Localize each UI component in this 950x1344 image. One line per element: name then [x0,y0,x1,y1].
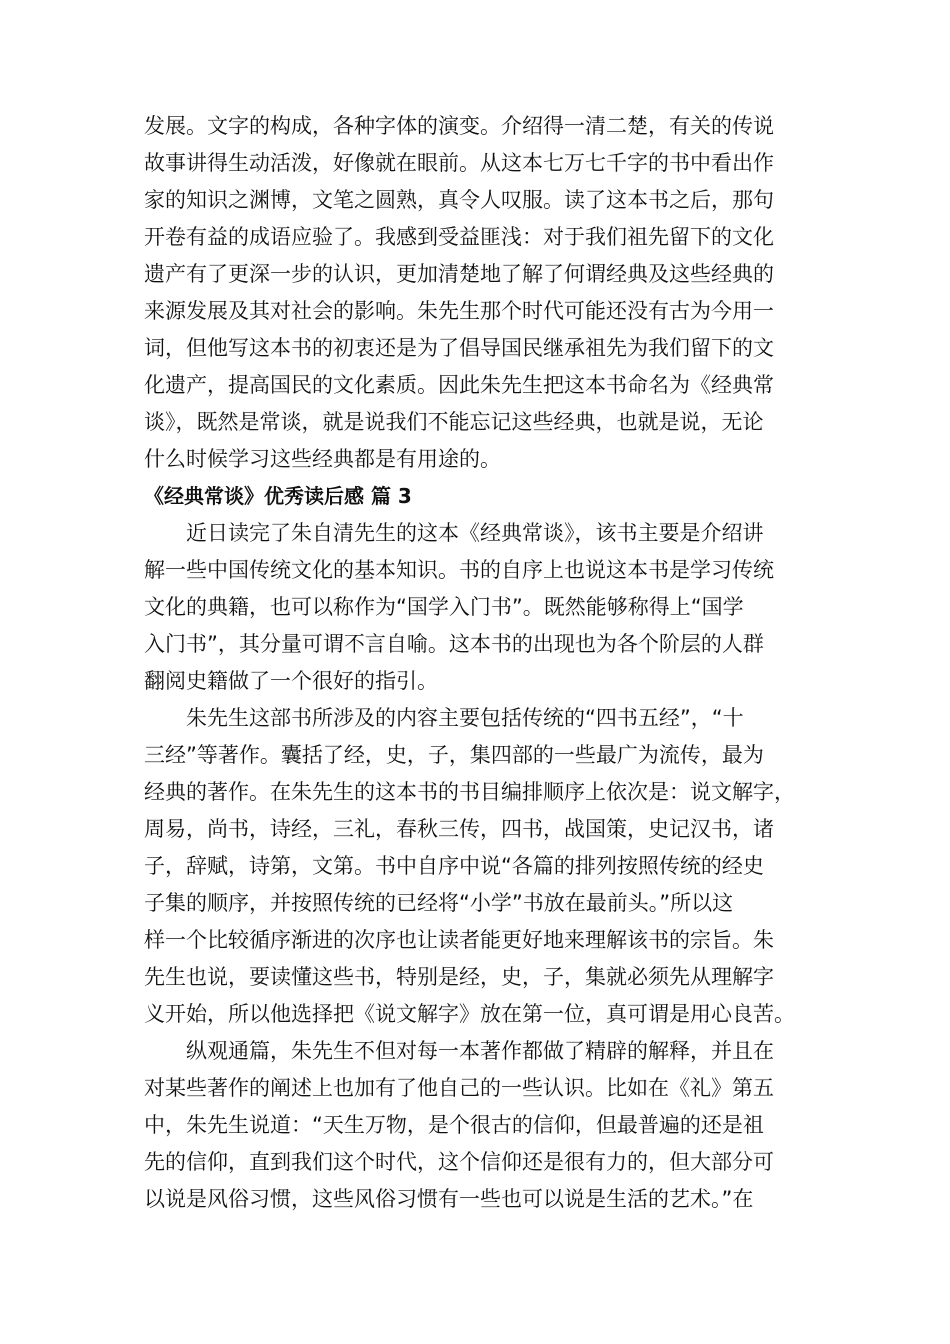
text-line: 入门书”，其分量可谓不言自喻。这本书的出现也为各个阶层的人群 [144,632,764,656]
text-line: 纵观通篇，朱先生不但对每一本著作都做了精辟的解释，并且在 [186,1039,774,1063]
text-line: 发展。文字的构成，各种字体的演变。介绍得一清二楚，有关的传说 [144,114,774,138]
text-line: 以说是风俗习惯，这些风俗习惯有一些也可以说是生活的艺术。”在 [144,1187,754,1211]
text-line: 词，但他写这本书的初衷还是为了倡导国民继承祖先为我们留下的文 [144,336,774,360]
text-line: 中，朱先生说道：“天生万物，是个很古的信仰，但最普遍的还是祖 [144,1113,764,1137]
paragraph-3 [144,1033,808,1218]
text-line: 谈》，既然是常谈，就是说我们不能忘记这些经典，也就是说，无论 [144,410,764,434]
document-page [144,108,808,1218]
text-line: 样一个比较循序渐进的次序也让读者能更好地来理解该书的宗旨。朱 [144,928,774,952]
text-line: 家的知识之渊博，文笔之圆熟，真令人叹服。读了这本书之后，那句 [144,188,774,212]
text-line: 三经”等著作。囊括了经，史，子，集四部的一些最广为流传，最为 [144,743,764,767]
paragraph-1 [144,515,808,700]
text-line: 子，辞赋，诗第，文第。书中自序中说“各篇的排列按照传统的经史 [144,854,764,878]
text-line: 子集的顺序，并按照传统的已经将“小学”书放在最前头。”所以这 [144,891,734,915]
text-line: 文化的典籍，也可以称作为“国学入门书”。既然能够称得上“国学 [144,595,744,619]
text-line: 解一些中国传统文化的基本知识。书的自序上也说这本书是学习传统 [144,558,774,582]
text-line: 先生也说，要读懂这些书，特别是经，史，子，集就必须先从理解字 [144,965,774,989]
text-line: 对某些著作的阐述上也加有了他自己的一些认识。比如在《礼》第五 [144,1076,774,1100]
section-heading: 《经典常谈》优秀读后感 篇 3 [144,484,412,508]
text-line: 什么时候学习这些经典都是有用途的。 [144,447,501,471]
text-line: 周易，尚书，诗经，三礼，春秋三传，四书，战国策，史记汉书，诸 [144,817,774,841]
text-line: 开卷有益的成语应验了。我感到受益匪浅：对于我们祖先留下的文化 [144,225,774,249]
text-line: 朱先生这部书所涉及的内容主要包括传统的“四书五经”，“十 [186,706,744,730]
text-line: 义开始，所以他选择把《说文解字》放在第一位，真可谓是用心良苦。 [144,1002,795,1026]
text-line: 近日读完了朱自清先生的这本《经典常谈》，该书主要是介绍讲 [186,521,764,545]
text-line: 化遗产，提高国民的文化素质。因此朱先生把这本书命名为《经典常 [144,373,774,397]
text-line: 先的信仰，直到我们这个时代，这个信仰还是很有力的，但大部分可 [144,1150,774,1174]
paragraph-2 [144,700,808,1033]
text-line: 故事讲得生动活泼，好像就在眼前。从这本七万七千字的书中看出作 [144,151,774,175]
paragraph-intro [144,108,808,478]
text-line: 经典的著作。在朱先生的这本书的书目编排顺序上依次是：说文解字， [144,780,795,804]
text-line: 遗产有了更深一步的认识，更加清楚地了解了何谓经典及这些经典的 [144,262,774,286]
text-line: 翻阅史籍做了一个很好的指引。 [144,669,438,693]
text-line: 来源发展及其对社会的影响。朱先生那个时代可能还没有古为今用一 [144,299,774,323]
